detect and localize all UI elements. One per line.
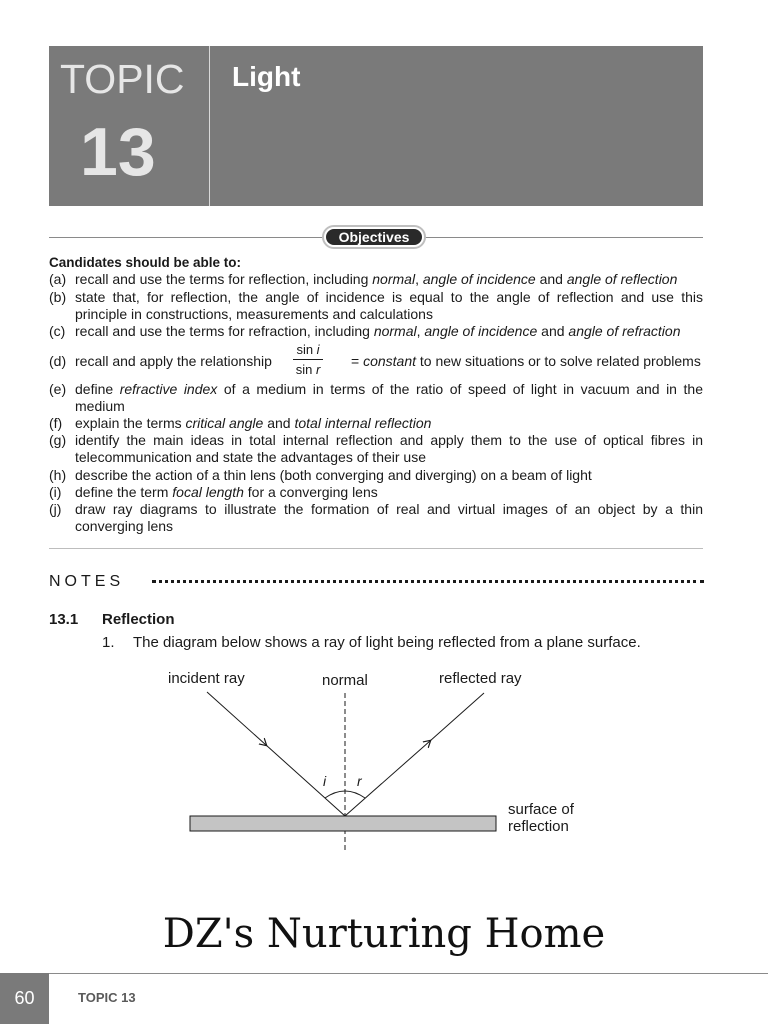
objective-text-cont: converging lens <box>75 518 174 534</box>
paragraph-number: 1. <box>102 634 115 651</box>
objective-label: (d) <box>49 353 67 369</box>
footer-rule <box>49 973 768 974</box>
objective-text: explain the terms critical angle and total internal reflection <box>75 415 432 431</box>
objective-text: describe the action of a thin lens (both converging and diverging) on a beam of light <box>75 467 592 483</box>
reflecting-surface <box>190 816 496 831</box>
surface-label-line1: surface of <box>508 801 574 818</box>
objective-label: (c) <box>49 323 66 339</box>
fraction-denominator: sin r <box>295 362 321 377</box>
objective-label: (i) <box>49 484 62 500</box>
topic-word: TOPIC <box>60 56 185 102</box>
objective-text: recall and use the terms for refraction, including normal, angle of incidence and angle of refraction <box>75 323 681 339</box>
topic-number: 13 <box>80 114 156 190</box>
section-title: Reflection <box>102 611 175 628</box>
surface-label-line2: reflection <box>508 818 569 835</box>
objective-text: state that, for reflection, the angle of incidence is equal to the angle of reflection and use this <box>75 289 703 305</box>
objective-label: (j) <box>49 501 62 517</box>
page-number: 60 <box>0 973 49 1024</box>
objective-label: (a) <box>49 271 67 287</box>
incident-ray-label: incident ray <box>168 670 245 687</box>
objective-text-cont: telecommunication and state the advantages of their use <box>75 449 426 465</box>
paragraph-text: The diagram below shows a ray of light being reflected from a plane surface. <box>133 634 641 651</box>
objective-text-before: recall and apply the relationship <box>75 353 272 369</box>
watermark-text: DZ's Nurturing Home <box>162 911 606 957</box>
objective-text: recall and use the terms for reflection, including normal, angle of incidence and angle of reflection <box>75 271 678 287</box>
page-title: Light <box>232 61 301 92</box>
reflected-ray-label: reflected ray <box>439 670 522 687</box>
reflected-ray <box>430 693 484 741</box>
incident-ray-arrow <box>207 692 266 745</box>
objective-text: define refractive index of a medium in terms of the ratio of speed of light in vacuum and in the <box>75 381 703 397</box>
objective-text-after: = constant to new situations or to solve related problems <box>351 353 701 369</box>
objective-label: (b) <box>49 289 67 305</box>
objective-text: define the term focal length for a converging lens <box>75 484 378 500</box>
normal-label: normal <box>322 672 368 689</box>
objective-label: (g) <box>49 432 67 448</box>
objective-label: (e) <box>49 381 67 397</box>
objective-text-cont: principle in constructions, measurements and calculations <box>75 306 433 322</box>
objective-text-cont: medium <box>75 398 125 414</box>
section-number: 13.1 <box>49 611 79 628</box>
objectives-badge: Objectives <box>326 229 422 245</box>
angle-i-label: i <box>323 773 327 789</box>
footer-topic: TOPIC 13 <box>78 990 136 1005</box>
objective-text: draw ray diagrams to illustrate the formation of real and virtual images of an object by a thin <box>75 501 703 517</box>
objectives-lead: Candidates should be able to: <box>49 255 242 270</box>
objective-text: identify the main ideas in total internal reflection and apply them to the use of optical fibres in <box>75 432 703 448</box>
incident-ray <box>266 745 345 816</box>
notes-heading: NOTES <box>49 573 125 590</box>
objective-label: (h) <box>49 467 67 483</box>
fraction-numerator: sin i <box>296 342 320 357</box>
objective-label: (f) <box>49 415 63 431</box>
angle-r-label: r <box>357 773 362 789</box>
